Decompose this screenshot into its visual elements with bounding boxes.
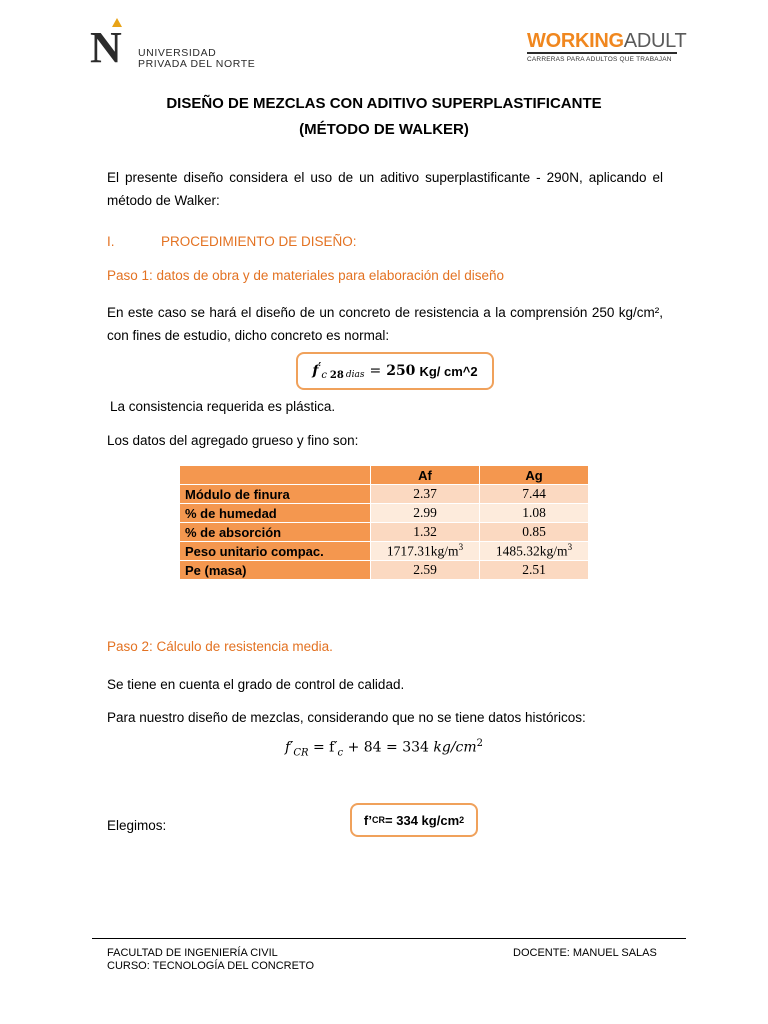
cell-ag: 1.08: [480, 504, 588, 522]
cell-af-value: 1717.31kg/m: [386, 543, 459, 559]
eq1-sub-dias: dias: [345, 370, 365, 380]
choose-label: Elegimos:: [107, 818, 167, 833]
table-row: [180, 542, 588, 560]
footer-divider: [92, 938, 686, 939]
section-title: PROCEDIMIENTO DE DISEÑO:: [161, 234, 357, 249]
upn-logo-text: [138, 48, 255, 70]
box-exp: 2: [459, 815, 465, 825]
cube-exponent: 3: [458, 542, 464, 553]
cell-ag: 0.85: [480, 523, 588, 541]
row-label: Peso unitario compac.: [180, 542, 370, 560]
cell-af: 2.59: [371, 561, 479, 579]
eq2-unit: kg/cm: [433, 739, 477, 756]
eq2-lhs: f′: [284, 739, 294, 756]
workingadult-tagline: CARRERAS PARA ADULTOS QUE TRABAJAN: [527, 56, 672, 63]
paso2-title: Paso 2: Cálculo de resistencia media.: [107, 639, 333, 654]
eq1-unit: Kg/ cm^2: [419, 363, 478, 379]
row-label: % de humedad: [180, 504, 370, 522]
cell-ag: 2.51: [480, 561, 588, 579]
cell-ag: 7.44: [480, 485, 588, 503]
box-rest: = 334 kg/cm: [385, 812, 460, 828]
eq2-lhs-sub: CR: [293, 747, 309, 759]
eq2-mid: = f′: [308, 739, 338, 756]
eq1-prime: ′: [318, 359, 322, 373]
table-header-ag: Ag: [480, 466, 588, 484]
eq1-f: f: [312, 363, 319, 379]
upn-name-line1: UNIVERSIDAD: [138, 47, 217, 59]
table-header-af: Af: [371, 466, 479, 484]
table-header-row: [180, 466, 588, 484]
footer-course: CURSO: TECNOLOGÍA DEL CONCRETO: [107, 960, 315, 972]
eq1-sub-c: c: [321, 369, 327, 381]
eq2-rest: + 84 = 334: [343, 739, 434, 756]
mean-resistance-equation: [0, 738, 768, 758]
cell-ag: [480, 542, 588, 560]
upn-name-line2: PRIVADA DEL NORTE: [138, 58, 256, 70]
chosen-resistance-box: [350, 803, 478, 837]
consistency-text: La consistencia requerida es plástica.: [110, 399, 336, 414]
paso2-text2: Para nuestro diseño de mezclas, considerando que no se tiene datos históricos:: [107, 710, 586, 725]
cell-ag-value: 1485.32kg/m: [495, 543, 568, 559]
eq2-exp: 2: [476, 738, 484, 749]
eq1-equals: =: [369, 363, 382, 379]
cell-af: 1.32: [371, 523, 479, 541]
workingadult-divider: [527, 52, 677, 54]
eq1-sub-28: 28: [329, 369, 344, 381]
table-corner-cell: [180, 466, 370, 484]
aggregate-intro: Los datos del agregado grueso y fino son:: [107, 433, 359, 448]
paso2-text1: Se tiene en cuenta el grado de control de calidad.: [107, 677, 405, 692]
box-f: f’: [363, 812, 373, 828]
wa-adult-text: ADULT: [623, 30, 687, 52]
section-number: I.: [107, 234, 115, 249]
doc-title-line1: DISEÑO DE MEZCLAS CON ADITIVO SUPERPLASTIFICANTE: [166, 95, 602, 112]
cube-exponent: 3: [567, 542, 573, 553]
doc-title-line2: (MÉTODO DE WALKER): [299, 121, 469, 138]
table-row: [180, 523, 588, 541]
cell-af: [371, 542, 479, 560]
wa-working-text: WORKING: [527, 30, 624, 52]
row-label: Pe (masa): [180, 561, 370, 579]
cell-af: 2.99: [371, 504, 479, 522]
intro-paragraph: El presente diseño considera el uso de un aditivo superplastificante - 290N, aplicando el método de Walker:: [107, 170, 663, 208]
row-label: Módulo de finura: [180, 485, 370, 503]
resistance-equation-box: [296, 352, 494, 390]
table-row: [180, 485, 588, 503]
workingadult-logo: [527, 30, 686, 52]
upn-logo: [90, 18, 280, 76]
cell-af: 2.37: [371, 485, 479, 503]
aggregate-table: [179, 465, 589, 580]
table-row: [180, 561, 588, 579]
paso1-paragraph: En este caso se hará el diseño de un concreto de resistencia a la comprensión 250 kg/cm², con fines de estudio, dicho concreto es normal:: [107, 305, 663, 343]
paso1-title: Paso 1: datos de obra y de materiales para elaboración del diseño: [107, 268, 505, 283]
footer-faculty: FACULTAD DE INGENIERÍA CIVIL: [107, 947, 278, 959]
eq1-value: 250: [386, 363, 416, 379]
table-row: [180, 504, 588, 522]
footer-teacher: DOCENTE: MANUEL SALAS: [513, 947, 657, 959]
box-sub: CR: [372, 815, 386, 825]
eq2-mid-sub: c: [337, 747, 344, 759]
upn-logo-initial: N: [90, 23, 122, 72]
row-label: % de absorción: [180, 523, 370, 541]
